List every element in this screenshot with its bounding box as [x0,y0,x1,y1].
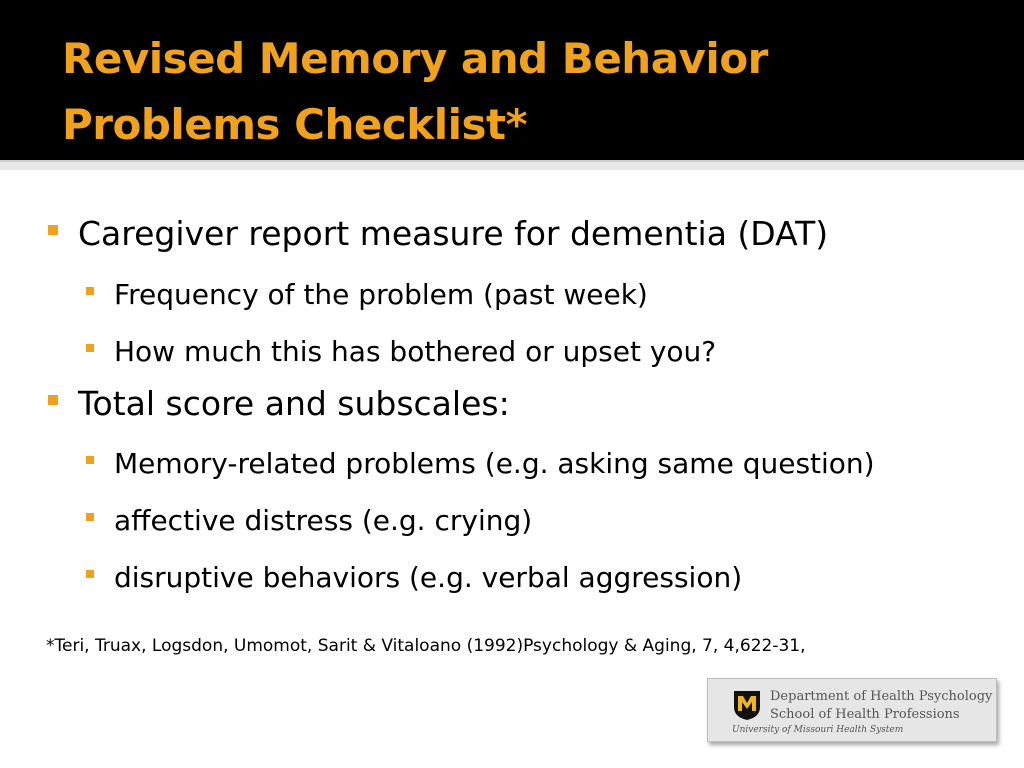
title-divider [0,160,1024,170]
slide-title [62,26,768,158]
mizzou-m-shield-icon [732,689,762,721]
sub-bullet-text: How much this has bothered or upset you? [114,335,717,368]
slide-body [0,170,1024,768]
sub-bullet-frequency [86,278,648,311]
bullet-total-score [48,384,510,423]
title-band [0,0,1024,160]
sub-bullet-marker-icon [86,456,94,464]
slide-title-line-2: Problems Checklist* [62,100,528,149]
logo-school-text: School of Health Professions [770,707,960,722]
sub-bullet-marker-icon [86,513,94,521]
bullet-caregiver-report [48,214,828,253]
bullet-marker-icon [48,395,58,405]
sub-bullet-marker-icon [86,570,94,578]
department-logo [707,678,997,742]
sub-bullet-disruptive-behaviors [86,561,742,594]
sub-bullet-text: Frequency of the problem (past week) [114,278,648,311]
sub-bullet-bothered [86,335,716,368]
bullet-text: Caregiver report measure for dementia (DAT) [78,214,829,253]
bullet-marker-icon [48,225,58,235]
sub-bullet-text: affective distress (e.g. crying) [114,504,533,537]
citation-footnote: *Teri, Truax, Logsdon, Umomot, Sarit & Vitaloano (1992)Psychology & Aging, 7, 4,622-31, [46,636,806,656]
logo-department-text: Department of Health Psychology [770,689,993,704]
sub-bullet-marker-icon [86,287,94,295]
sub-bullet-marker-icon [86,344,94,352]
sub-bullet-text: disruptive behaviors (e.g. verbal aggression) [114,561,743,594]
slide-title-line-1: Revised Memory and Behavior [62,34,768,83]
sub-bullet-text: Memory-related problems (e.g. asking same question) [114,447,875,480]
sub-bullet-memory-related [86,447,875,480]
logo-university-text: University of Missouri Health System [732,725,904,735]
bullet-text: Total score and subscales: [78,384,510,423]
sub-bullet-affective-distress [86,504,532,537]
